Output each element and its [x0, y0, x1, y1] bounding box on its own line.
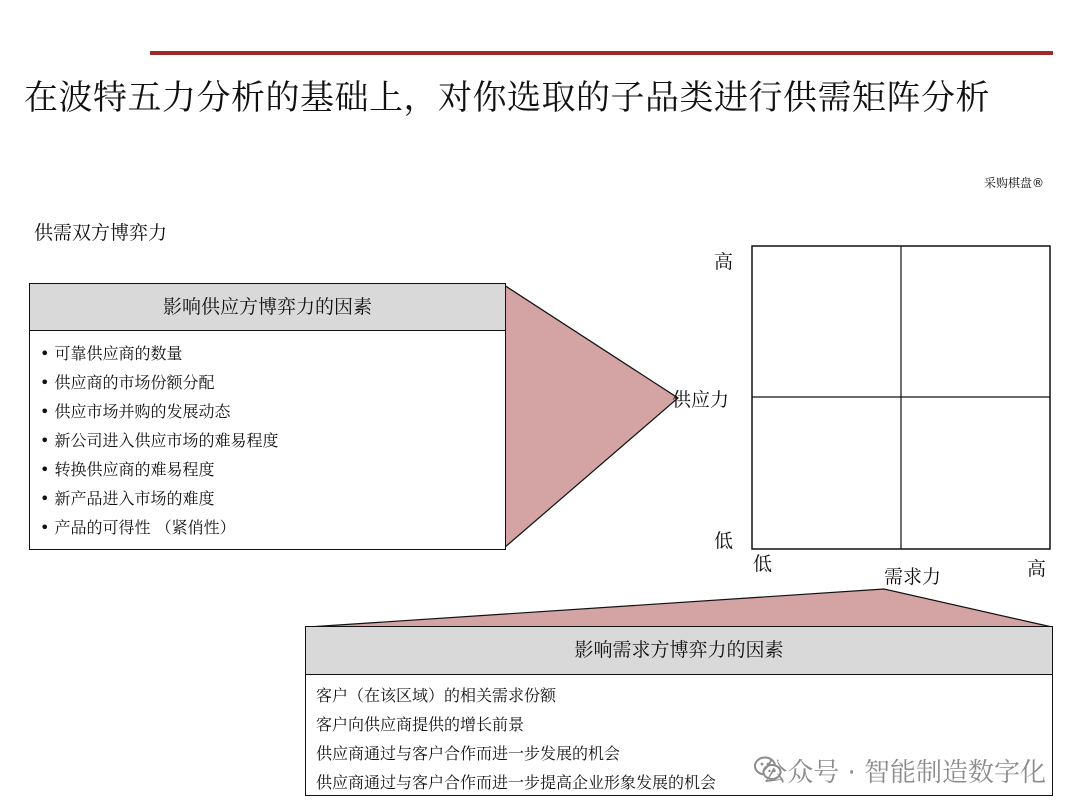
page-title: 在波特五力分析的基础上，对你选取的子品类进行供需矩阵分析 [24, 78, 990, 118]
supply-factors-header: 影响供应方博弈力的因素 [30, 284, 505, 331]
list-item: • 供应商的市场份额分配 [40, 373, 215, 392]
list-item: • 转换供应商的难易程度 [40, 460, 215, 479]
watermark-text: 公众号 · 智能制造数字化 [761, 758, 1046, 788]
list-item: 客户向供应商提供的增长前景 [316, 715, 525, 734]
section-label: 供需双方博弈力 [34, 222, 168, 244]
x-axis-low-label: 低 [753, 553, 773, 575]
demand-wedge [308, 589, 1052, 627]
list-item: 客户（在该区域）的相关需求份额 [316, 686, 557, 705]
y-axis-high-label: 高 [714, 251, 734, 273]
y-axis-low-label: 低 [714, 530, 734, 552]
list-item: 供应商通过与客户合作而进一步发展的机会 [316, 744, 621, 763]
supply-factors-box [29, 283, 506, 550]
list-item: • 新公司进入供应市场的难易程度 [40, 431, 279, 450]
demand-factors-header: 影响需求方博弈力的因素 [306, 627, 1052, 675]
list-item: 供应商通过与客户合作而进一步提高企业形象发展的机会 [316, 773, 717, 792]
list-item: • 供应市场并购的发展动态 [40, 402, 231, 421]
brand-mark: 采购棋盘® [983, 176, 1044, 190]
list-item: • 可靠供应商的数量 [40, 344, 183, 363]
x-axis-high-label: 高 [1027, 558, 1047, 580]
list-item: • 新产品进入市场的难度 [40, 489, 215, 508]
x-axis-label: 需求力 [884, 566, 942, 588]
list-item: • 产品的可得性 （紧俏性） [40, 518, 236, 537]
supply-wedge [504, 285, 678, 548]
supply-factors-list [30, 331, 505, 542]
y-axis-label: 供应力 [672, 389, 730, 411]
